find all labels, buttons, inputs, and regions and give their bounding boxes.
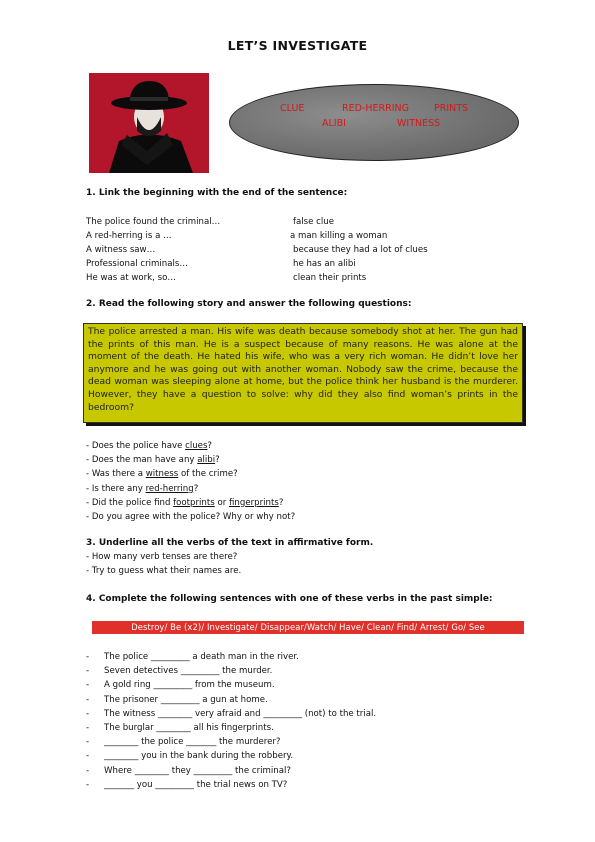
vocab-red-herring: RED-HERRING	[342, 103, 409, 114]
sentence-7: - ________ the police _______ the murderer?	[86, 737, 281, 748]
sentence-10: - _______ you _________ the trial news on TV?	[86, 779, 288, 790]
sentence-8: - ________ you in the bank during the robbery.	[86, 751, 294, 762]
ex3-line-2: - Try to guess what their names are.	[86, 566, 242, 577]
sentence-5: - The witness ________ very afraid and _________ (not) to the trial.	[86, 708, 377, 719]
vocab-alibi: ALIBI	[322, 118, 346, 129]
ex3-lines	[86, 550, 241, 578]
ex1-right-5: clean their prints	[293, 273, 367, 283]
ex1-left-2: A red-herring is a …	[86, 231, 172, 241]
sentence-1: - The police _________ a death man in the river.	[86, 652, 299, 662]
ex1-right-column	[290, 215, 490, 285]
question-1: - Does the police have clues?	[86, 441, 212, 451]
ex1-right-4: he has an alibi	[293, 259, 356, 269]
detective-silhouette-icon	[89, 73, 209, 173]
vocabulary-ellipse	[229, 84, 519, 161]
ex1-left-1: The police found the criminal…	[86, 217, 221, 227]
question-5: - Did the police find footprints or fingerprints?	[86, 497, 284, 508]
question-3: - Was there a witness of the crime?	[86, 469, 238, 480]
ex1-left-5: He was at work, so…	[86, 273, 176, 283]
ex4-sentences	[86, 650, 516, 792]
sentence-9: - Where ________ they _________ the criminal?	[86, 765, 291, 776]
ex1-left-column	[86, 215, 286, 285]
question-4: - Is there any red-herring?	[86, 483, 199, 494]
sentence-6: - The burglar ________ all his fingerprints.	[86, 723, 274, 734]
exercise-3-heading: 3. Underline all the verbs of the text in affirmative form.	[86, 538, 374, 548]
question-6: - Do you agree with the police? Why or why not?	[86, 512, 296, 523]
ex1-right-3: because they had a lot of clues	[293, 245, 428, 255]
story-box: The police arrested a man. His wife was death because somebody shot at her. The gun had the prints of this man. He is a suspect because of many reasons. He was alone at the moment of the death. He hated his wife, who was a very rich woman. He didn’t love her anymore and he was going out with another woman. Nobody saw the crime, because the dead woman was sleeping alone at home, but the police think her husband is the murderer. However, they have a question to solve: why did they also find woman’s prints in the bedroom?	[83, 323, 523, 423]
exercise-2-heading: 2. Read the following story and answer the following questions:	[86, 299, 412, 309]
ex1-right-1: false clue	[293, 217, 335, 227]
ex3-line-1: - How many verb tenses are there?	[86, 552, 238, 562]
ex1-left-4: Professional criminals…	[86, 259, 188, 269]
verb-list-bar: Destroy/ Be (x2)/ Investigate/ Disappear/Watch/ Have/ Clean/ Find/ Arrest/ Go/ See	[92, 621, 524, 634]
exercise-1-heading: 1. Link the beginning with the end of the sentence:	[86, 188, 348, 198]
exercise-4-heading: 4. Complete the following sentences with one of these verbs in the past simple:	[86, 594, 493, 604]
question-2: - Does the man have any alibi?	[86, 455, 220, 466]
ex2-questions	[86, 439, 506, 524]
ex1-left-3: A witness saw…	[86, 245, 156, 255]
vocab-prints: PRINTS	[434, 103, 469, 114]
vocab-witness: WITNESS	[397, 118, 441, 129]
ex1-right-2: a man killing a woman	[290, 231, 388, 241]
detective-image	[89, 73, 209, 173]
sentence-3: - A gold ring _________ from the museum.	[86, 680, 275, 691]
vocab-clue: CLUE	[280, 103, 305, 114]
sentence-2: - Seven detectives _________ the murder.	[86, 666, 273, 677]
sentence-4: - The prisoner _________ a gun at home.	[86, 694, 268, 705]
page-title: LET’S INVESTIGATE	[227, 38, 368, 53]
